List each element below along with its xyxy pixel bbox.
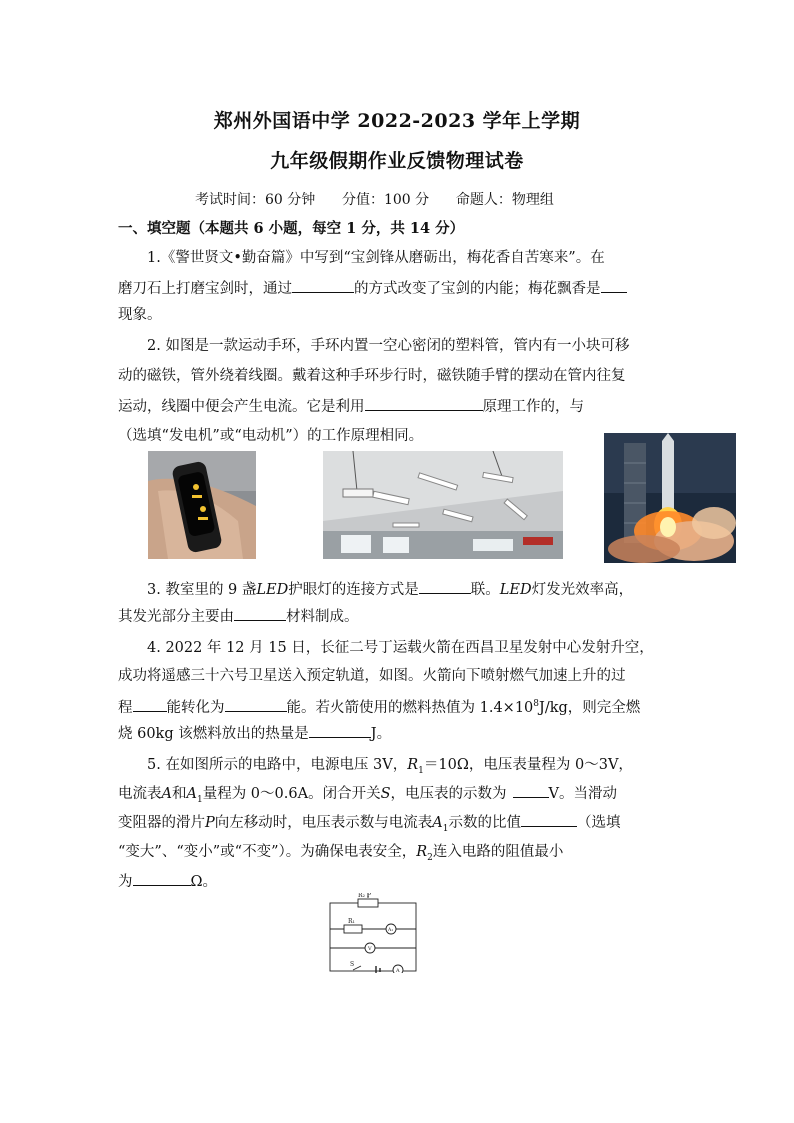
q1-line3: 现象。 bbox=[118, 307, 162, 323]
school-title: 郑州外国语中学 2022-2023 学年上学期 bbox=[213, 110, 581, 132]
circuit-diagram bbox=[328, 893, 420, 973]
q1-blank1[interactable] bbox=[292, 278, 354, 293]
q5-line2: 电流表A和$A_1$量程为 0～0.6A。闭合开关S，电压表的示数为 V。当滑动 bbox=[118, 783, 617, 810]
q5-blank3[interactable] bbox=[133, 871, 191, 886]
q5-line1: 5. 在如图所示的电路中，电源电压 3V，$R_1=10\Omega$，电压表量程为 0～3V， bbox=[147, 757, 633, 776]
label-a: A bbox=[396, 968, 400, 973]
q3-line1: 3. 教室里的 9 盏LED护眼灯的连接方式是 联。LED灯发光效率高， bbox=[147, 579, 633, 600]
label-r2p: R₂ P bbox=[358, 893, 371, 899]
q4-blank3[interactable] bbox=[309, 723, 371, 738]
exam-author: 命题人：物理组 bbox=[455, 192, 554, 208]
q2-blank1[interactable] bbox=[365, 396, 483, 411]
q5-blank2[interactable] bbox=[521, 812, 577, 827]
exam-meta bbox=[195, 189, 554, 209]
q5-line5: 为 Ω。 bbox=[118, 871, 217, 892]
q5-line3: 变阻器的滑片P向左移动时，电压表示数与电流表$A_1$示数的比值 （选填 bbox=[118, 812, 620, 839]
q1-blank2[interactable] bbox=[601, 278, 627, 293]
r2-resistor bbox=[358, 899, 378, 907]
q5-blank1[interactable] bbox=[513, 783, 549, 798]
label-s: S bbox=[350, 961, 355, 968]
q2-line1: 2. 如图是一款运动手环，手环内置一空心密闭的塑料管，管内有一小块可移 bbox=[147, 338, 630, 354]
label-a1: A₁ bbox=[388, 928, 394, 933]
q4-line4: 烧 60kg 该燃料放出的热量是 J。 bbox=[118, 723, 391, 744]
q4-line3: 程 能转化为 能。若火箭使用的燃料热值为 $1.4\times 10^8J/kg$，则完全燃 bbox=[118, 694, 640, 718]
label-v: V bbox=[368, 946, 372, 952]
sport-band-photo bbox=[148, 451, 256, 559]
q5-line4: “变大”、“变小”或“不变”）。为确保电表安全，$R_2$连入电路的阻值最小 bbox=[118, 844, 564, 863]
q1-line2: 磨刀石上打磨宝剑时，通过 的方式改变了宝剑的内能；梅花飘香是 bbox=[118, 278, 627, 299]
q1-line1: 1.《警世贤文•勤奋篇》中写到“宝剑锋从磨砺出，梅花香自苦寒来”。在 bbox=[147, 250, 605, 266]
r1-resistor bbox=[344, 925, 362, 933]
exam-title: 九年级假期作业反馈物理试卷 bbox=[270, 150, 524, 172]
classroom-lights-photo bbox=[323, 451, 563, 559]
q2-line2: 动的磁铁，管外绕着线圈。戴着这种手环步行时，磁铁随手臂的摆动在管内往复 bbox=[118, 368, 626, 384]
q4-line2: 成功将遥感三十六号卫星送入预定轨道，如图。火箭向下喷射燃气加速上升的过 bbox=[118, 668, 626, 684]
section-heading: 一、填空题（本题共 6 小题，每空 1 分，共 14 分） bbox=[118, 220, 465, 237]
q3-blank1[interactable] bbox=[419, 579, 471, 594]
q4-blank2[interactable] bbox=[225, 697, 287, 712]
q2-line3: 运动，线圈中便会产生电流。它是利用 原理工作的，与 bbox=[118, 396, 584, 417]
q3-blank2[interactable] bbox=[234, 606, 286, 621]
q3-line2: 其发光部分主要由 材料制成。 bbox=[118, 606, 359, 627]
exam-score: 分值：100 分 bbox=[341, 192, 430, 208]
q4-blank1[interactable] bbox=[133, 697, 167, 712]
q2-line4: （选填“发电机”或“电动机”）的工作原理相同。 bbox=[118, 428, 424, 444]
label-r1: R₁ bbox=[348, 918, 355, 925]
q4-line1: 4. 2022 年 12 月 15 日，长征二号丁运载火箭在西昌卫星发射中心发射升空， bbox=[147, 640, 654, 656]
rocket-launch-photo bbox=[604, 433, 736, 563]
exam-time: 考试时间：60 分钟 bbox=[195, 192, 316, 208]
